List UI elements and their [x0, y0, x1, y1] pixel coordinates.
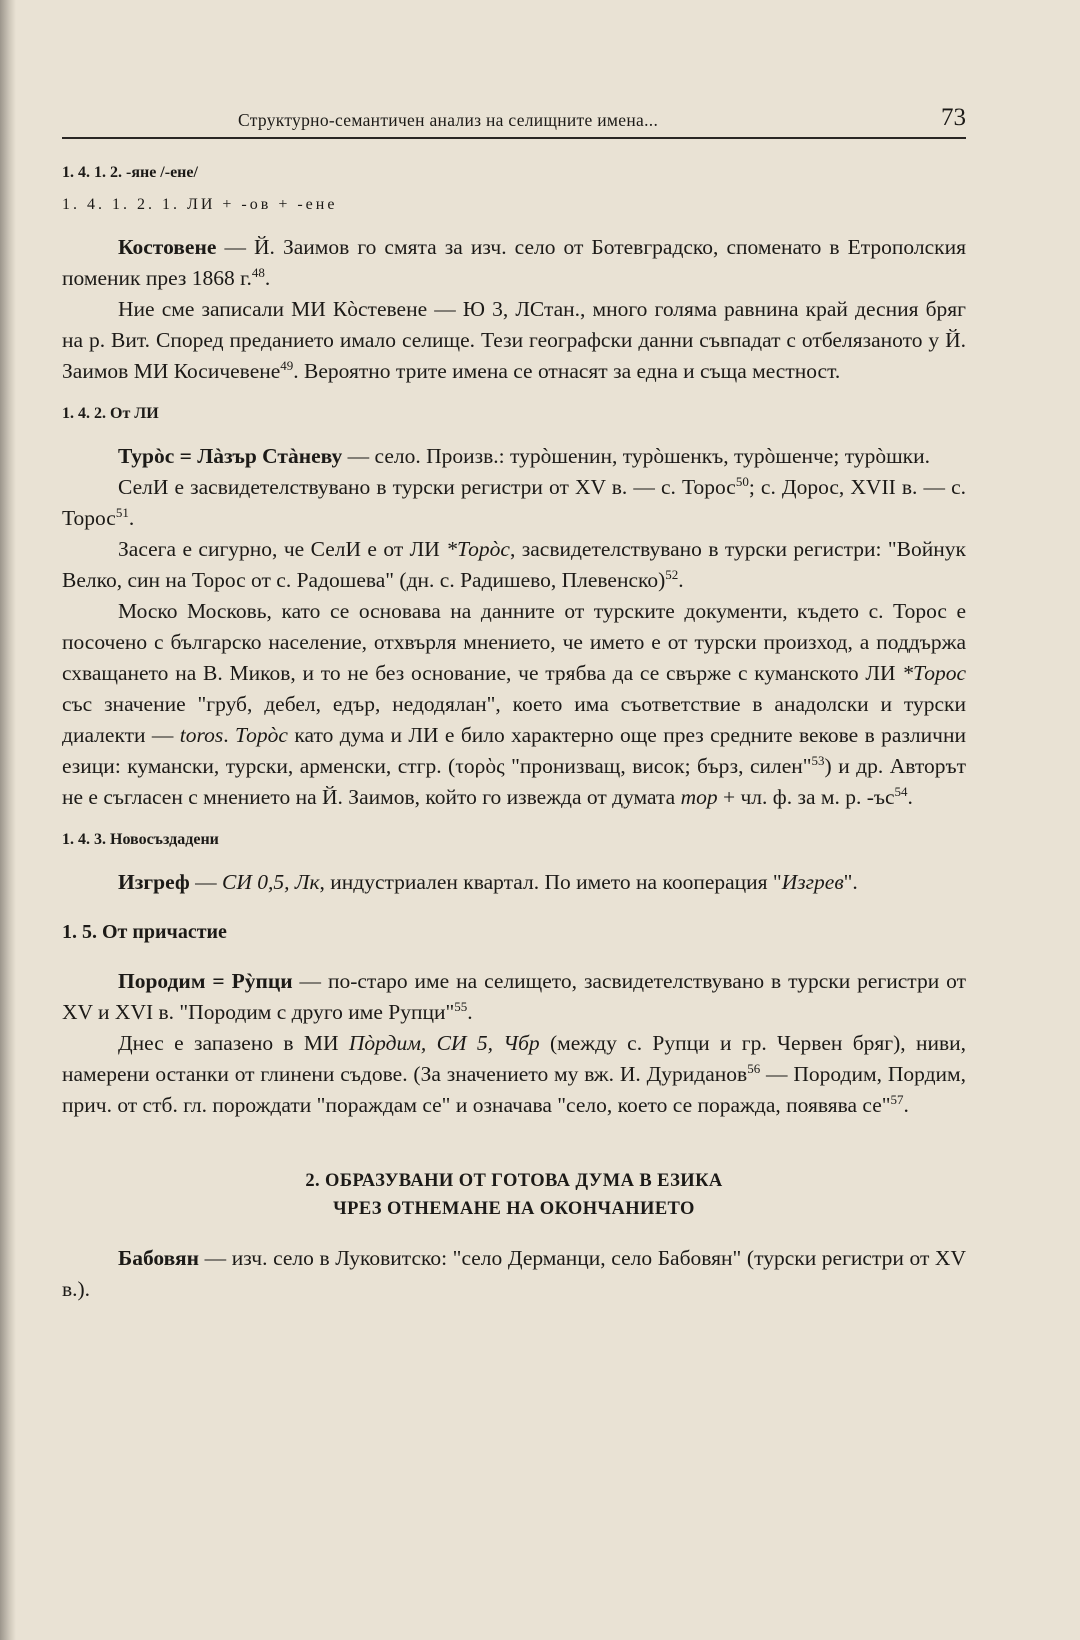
footnote-ref: 52: [665, 566, 679, 582]
paragraph-toros-origin: Засега е сигурно, че СелИ е от ЛИ *Торòс, засвидетелствувано в турски регистри: "Войнук Велко, син на Торос от с. Радошева" (дн. с. Радишево, Плевенско)$^{52}$.: [62, 537, 966, 592]
footnote-ref: 57: [890, 1091, 904, 1107]
entry-term: Породим = Рỳпци: [118, 969, 293, 993]
paragraph-toros-moskov: Моско Московь, като се основава на данните от турските документи, където с. Торос е посочено с българско население, отхвърля мнението, че името е от турски произход, а поддържа схващането на В. Миков, и то не без основание, че трябва да се свърже с куманското ЛИ *Торос със значение "груб, дебел, едър, недодялан", което има съответствие в анадолски и турски диалекти — toros. Торòс като дума и ЛИ е било характерно още през средните векове в различни езици: кумански, турски, арменски, стгр. (τορὸς "пронизващ, висок; бърз, силен"$^{53}$) и др. Авторът не е съгласен с мнението на Й. Заимов, който го извежда от думата тор + чл. ф. за м. р. $-ъс^{54}$.: [62, 599, 967, 809]
section-heading-1-4-3: 1. 4. 3. Новосъздадени: [62, 831, 219, 848]
page-number: 73: [941, 104, 966, 131]
entry-term: Изгреф: [118, 870, 190, 894]
footnote-ref: 54: [894, 783, 908, 799]
header-rule: [62, 137, 966, 139]
running-title: Структурно-семантичен анализ на селищните имена...: [238, 110, 659, 130]
paragraph-kostovene: Костовене — Й. Заимов го смята за изч. село от Ботевградско, споменато в Етрополския поменик през 1868 г.$^{48}$.: [62, 235, 966, 290]
paragraph-porodim: Породим = Рỳпци — по-старо име на селището, засвидетелствувано в турски регистри от XV и XVI в. "Породим с друго име Рупци"$^{55}$.: [62, 969, 966, 1024]
paragraph-izgref: Изгреф — СИ 0,5, Лк, индустриален квартал. По името на кооперация "Изгрев".: [118, 870, 858, 894]
footnote-ref: 51: [115, 504, 129, 520]
entry-term: Бабовян: [118, 1246, 199, 1270]
paragraph-kostevene: Ние сме записали МИ Кòстевене — Ю 3, ЛСтан., много голяма равнина край десния бряг на р. Вит. Според преданието имало селище. Тези географски данни съвпадат с отбелязаното у Й. Заимов МИ Косичевене$^{49}$. Вероятно трите имена се отнасят за една и съща местност.: [62, 297, 966, 383]
section-heading-1-5: 1. 5. От причастие: [62, 921, 227, 943]
chapter-heading-line2: ЧРЕЗ ОТНЕМАНЕ НА ОКОНЧАНИЕТО: [333, 1199, 695, 1219]
footnote-ref: 50: [735, 473, 749, 489]
footnote-ref: 56: [747, 1060, 761, 1076]
footnote-ref: 48: [251, 264, 265, 280]
section-heading-1-4-2: 1. 4. 2. От ЛИ: [62, 405, 159, 422]
entry-term: Турòс = Лàзър Стàневу: [118, 444, 343, 468]
running-header: [62, 104, 966, 138]
page-binding-edge: [0, 0, 16, 1640]
subsection-heading-1-4-1-2-1: 1. 4. 1. 2. 1. ЛИ + -ов + -ене: [62, 196, 338, 213]
paragraph-pordim: Днес е запазено в МИ Пòрдим, СИ 5, Чбр (между с. Рупци и гр. Червен бряг), ниви, намерени останки от глинени съдове. (За значението му вж. И. Дуриданов$^{56}$ — Породим, Пордим, прич. от стб. гл. порождати "пораждам се" и означава "село, което се поражда, появява се"$^{57}$.: [62, 1031, 966, 1117]
entry-term: Костовене: [118, 235, 217, 259]
section-heading-1-4-1-2: 1. 4. 1. 2. -яне /-ене/: [62, 164, 198, 181]
paragraph-toros-registers: СелИ е засвидетелствувано в турски регистри от XV в. — с. Торос$^{50}$; с. Дорос, XVII в. — с. Торос$^{51}$.: [62, 473, 967, 530]
footnote-ref: 53: [811, 752, 825, 768]
paragraph-babovyan: Бабовян — изч. село в Луковитско: "село Дерманци, село Бабовян" (турски регистри от XV в.).: [62, 1246, 966, 1301]
page-body: [62, 162, 966, 1305]
paragraph-toros-entry: Турòс = Лàзър Стàневу — село. Произв.: турòшенин, турòшенкъ, турòшенче; турòшки.: [118, 444, 930, 468]
footnote-ref: 55: [454, 998, 468, 1014]
chapter-heading-2: [62, 1167, 966, 1223]
chapter-heading-line1: 2. ОБРАЗУВАНИ ОТ ГОТОВА ДУМА В ЕЗИКА: [305, 1171, 723, 1191]
footnote-ref: 49: [280, 357, 294, 373]
